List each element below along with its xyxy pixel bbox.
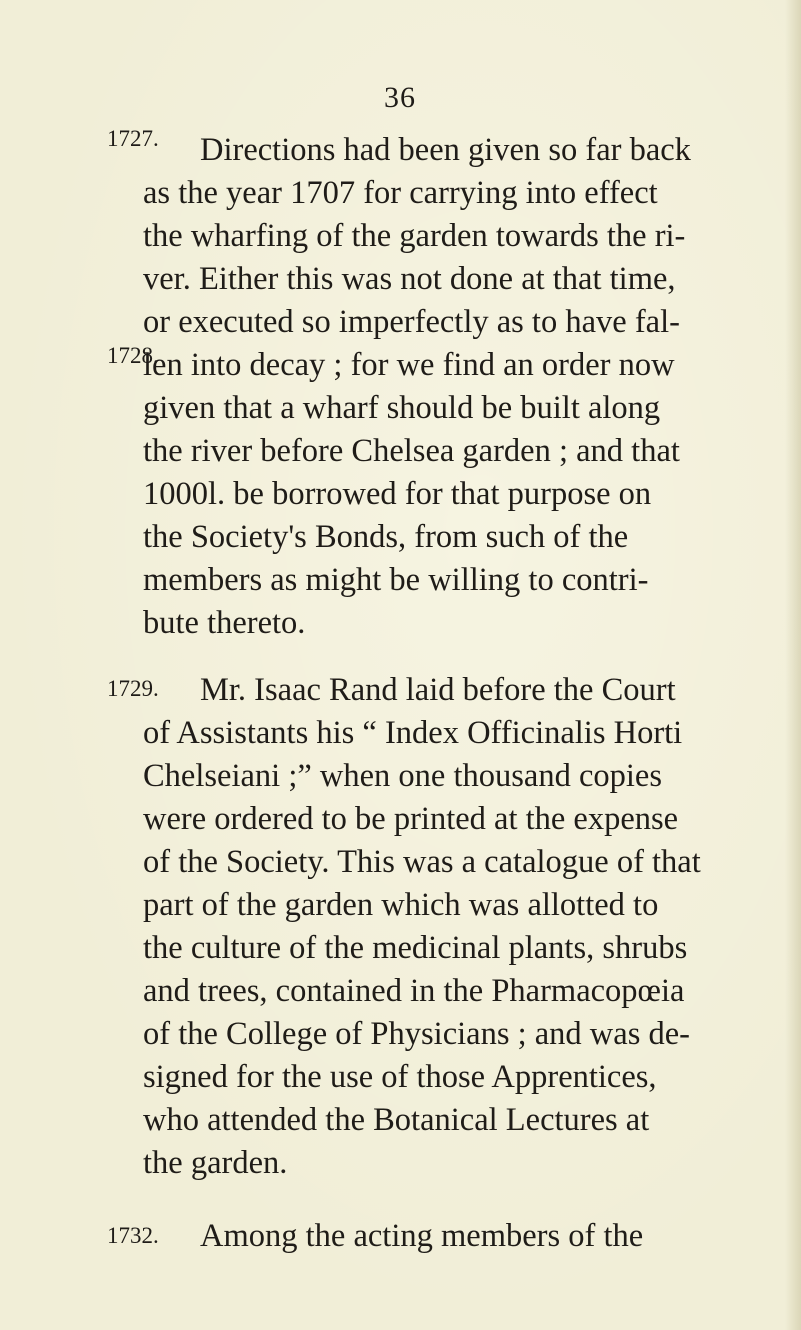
text-line: or executed so imperfectly as to have fal- bbox=[143, 304, 680, 340]
text-line: the river before Chelsea garden ; and that bbox=[143, 433, 680, 469]
page-edge-shadow bbox=[785, 0, 801, 1330]
text-line: part of the garden which was allotted to bbox=[143, 887, 659, 923]
text-line: Chelseiani ;” when one thousand copies bbox=[143, 758, 662, 794]
text-line: the Society's Bonds, from such of the bbox=[143, 519, 629, 555]
text-line: Directions had been given so far back bbox=[200, 132, 691, 168]
text-line: given that a wharf should be built along bbox=[143, 390, 661, 426]
text-line: the wharfing of the garden towards the ri- bbox=[143, 218, 686, 254]
text-line: 1000l. be borrowed for that purpose on bbox=[143, 476, 652, 512]
text-line: and trees, contained in the Pharmacopœia bbox=[143, 973, 685, 1009]
text-line: of Assistants his “ Index Officinalis Horti bbox=[143, 715, 683, 751]
entry-year-1728: 1728. bbox=[107, 343, 159, 368]
entry-year-1732: 1732. bbox=[107, 1223, 159, 1248]
entry-year-1727: 1727. bbox=[107, 126, 159, 151]
page-number: 36 bbox=[384, 81, 416, 114]
text-line: Among the acting members of the bbox=[200, 1218, 644, 1254]
text-line: bute thereto. bbox=[143, 605, 306, 641]
text-line: of the Society. This was a catalogue of that bbox=[143, 844, 701, 880]
text-line: who attended the Botanical Lectures at bbox=[143, 1102, 650, 1138]
text-line: as the year 1707 for carrying into effect bbox=[143, 175, 658, 211]
text-line: members as might be willing to contri- bbox=[143, 562, 649, 598]
text-line: the garden. bbox=[143, 1145, 288, 1181]
text-line: Mr. Isaac Rand laid before the Court bbox=[200, 672, 676, 708]
text-line: of the College of Physicians ; and was de- bbox=[143, 1016, 690, 1052]
text-line: were ordered to be printed at the expense bbox=[143, 801, 679, 837]
text-line: ver. Either this was not done at that time, bbox=[143, 261, 676, 297]
entry-year-1729: 1729. bbox=[107, 676, 159, 701]
text-line: signed for the use of those Apprentices, bbox=[143, 1059, 657, 1095]
text-line: the culture of the medicinal plants, shrubs bbox=[143, 930, 688, 966]
text-line: len into decay ; for we find an order now bbox=[143, 347, 675, 383]
